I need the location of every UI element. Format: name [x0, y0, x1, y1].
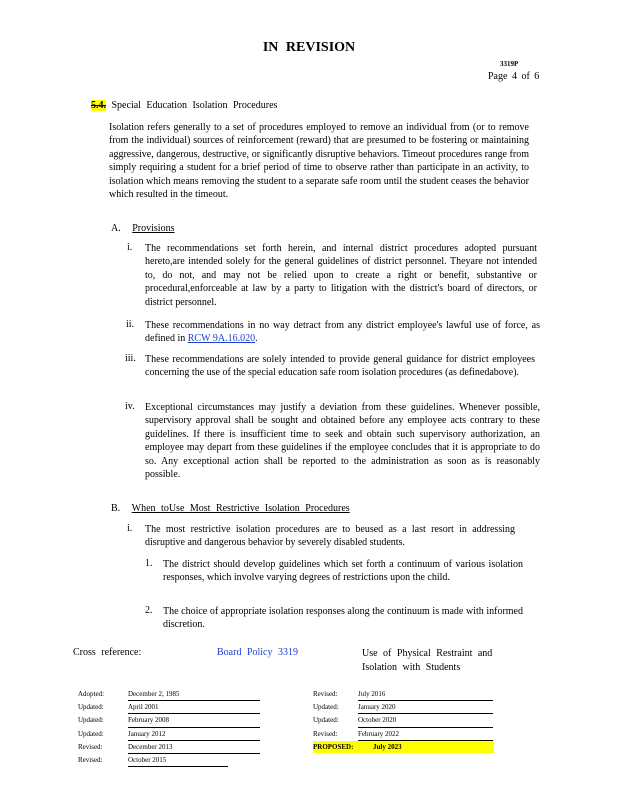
history-date: February 2022	[358, 728, 493, 741]
history-date: April 2001	[128, 701, 260, 714]
restrictive-subitem-text: The choice of appropriate isolation responses along the continuum is made with informed discretion.	[163, 606, 523, 631]
provision-text-part: These recommendations in no way detract from any district employee's lawful use of force, as defined in	[145, 320, 540, 345]
history-date: January 2020	[358, 701, 493, 714]
history-label: Revised:	[78, 742, 103, 751]
history-row	[78, 688, 260, 701]
history-date: October 2015	[128, 754, 228, 767]
provision-text: These recommendations are solely intended to provide general guidance for district employees concerning the use of the special education safe room isolation procedures (as definedabove).	[145, 354, 535, 379]
section-number: 5.4.	[91, 100, 106, 111]
history-date: January 2012	[128, 728, 260, 741]
history-label: Revised:	[313, 729, 338, 738]
restrictive-subitem-number: 2.	[145, 605, 153, 616]
history-date: December 2, 1985	[128, 688, 260, 701]
page-number: Page 4 of 6	[488, 71, 540, 82]
history-label: Revised:	[313, 690, 338, 698]
proposed-highlight	[313, 741, 494, 753]
history-label: Updated:	[78, 703, 104, 712]
history-date: February 2008	[128, 714, 260, 727]
rcw-link[interactable]: RCW 9A.16.020	[187, 333, 256, 345]
provision-roman: iii.	[125, 353, 136, 364]
history-row	[78, 754, 260, 767]
restrictive-subitem-number: 1.	[145, 558, 153, 569]
history-date: December 2013	[128, 741, 260, 754]
provision-text	[145, 319, 540, 346]
history-row	[313, 741, 494, 753]
history-row	[78, 741, 260, 754]
history-label: Updated:	[78, 729, 104, 738]
restrictive-roman: i.	[127, 523, 133, 534]
cross-reference-label: Cross reference:	[73, 647, 142, 658]
history-label: Revised:	[78, 756, 103, 765]
provision-roman: ii.	[126, 319, 135, 330]
history-row	[313, 688, 494, 701]
history-left	[78, 688, 260, 767]
history-date: July 2023	[373, 742, 402, 751]
history-row	[313, 728, 494, 741]
restrictive-heading	[111, 503, 350, 514]
history-label: PROPOSED:	[313, 742, 354, 751]
provision-text: Exceptional circumstances may justify a deviation from these guidelines. Whenever possible, supervisory approval shall be sought and obtained before any employee acts contrary to these guidelines. If there is insufficient time to seek and obtain such supervisory authorization, an employee may depart from these guidelines if the employee concludes that it is appropriate to do so. Any exceptional action shall be reported to the administration as soon as is reasonably possible.	[145, 402, 540, 481]
provision-text-part: .	[255, 333, 258, 345]
history-label: Updated:	[78, 716, 104, 725]
history-row	[78, 714, 260, 727]
revision-banner: IN REVISION	[262, 40, 356, 55]
history-date: July 2016	[358, 688, 493, 701]
provision-roman: iv.	[125, 401, 135, 412]
history-label: Updated:	[313, 703, 339, 712]
history-label: Updated:	[313, 716, 339, 725]
provision-roman: i.	[127, 242, 133, 253]
restrictive-label: When toUse Most Restrictive Isolation Procedures	[131, 503, 350, 514]
history-row	[78, 701, 260, 714]
board-policy-link[interactable]: Board Policy 3319	[217, 647, 298, 658]
provisions-heading	[111, 223, 174, 234]
history-row	[313, 714, 494, 727]
policy-number: 3319P	[500, 60, 519, 68]
provisions-letter: A.	[111, 223, 121, 234]
intro-paragraph: Isolation refers generally to a set of procedures employed to remove an individual from (or to remove from the individual) sources of reinforcement (reward) that are presumed to be fostering or maintaining aggressive, dangerous, destructive, or significantly disruptive behaviors. Timeout procedures range from simply requiring a student for a brief period of time to observe rather than participate in an activity, to isolation which means removing the student to a separate safe room until the student ceases the behavior which resulted in the timeout.	[109, 122, 529, 201]
provision-text: The recommendations set forth herein, and internal district procedures adopted pursuant hereto,are intended solely for the general guidelines of district personnel. Theyare not intended to, do not, and may not be relied upon to create a right or benefit, substantive or procedural,enforceable at law by a party to litigation with the district's board of directors, or district personnel.	[145, 243, 537, 308]
history-row	[313, 701, 494, 714]
history-row	[78, 728, 260, 741]
section-heading	[91, 100, 277, 111]
cross-reference-description: Use of Physical Restraint and Isolation with Students	[362, 648, 493, 673]
history-label: Adopted:	[78, 690, 105, 698]
restrictive-subitem-text: The district should develop guidelines which set forth a continuum of various isolation responses, which involve varying degrees of restrictions upon the child.	[163, 559, 523, 584]
restrictive-text: The most restrictive isolation procedures are to beused as a last resort in addressing disruptive and dangerous behavior by severely disabled students.	[145, 524, 515, 549]
restrictive-letter: B.	[111, 503, 121, 514]
section-title: Special Education Isolation Procedures	[111, 100, 278, 111]
history-right	[313, 688, 494, 753]
provisions-label: Provisions	[132, 223, 175, 234]
history-date: October 2020	[358, 714, 493, 727]
